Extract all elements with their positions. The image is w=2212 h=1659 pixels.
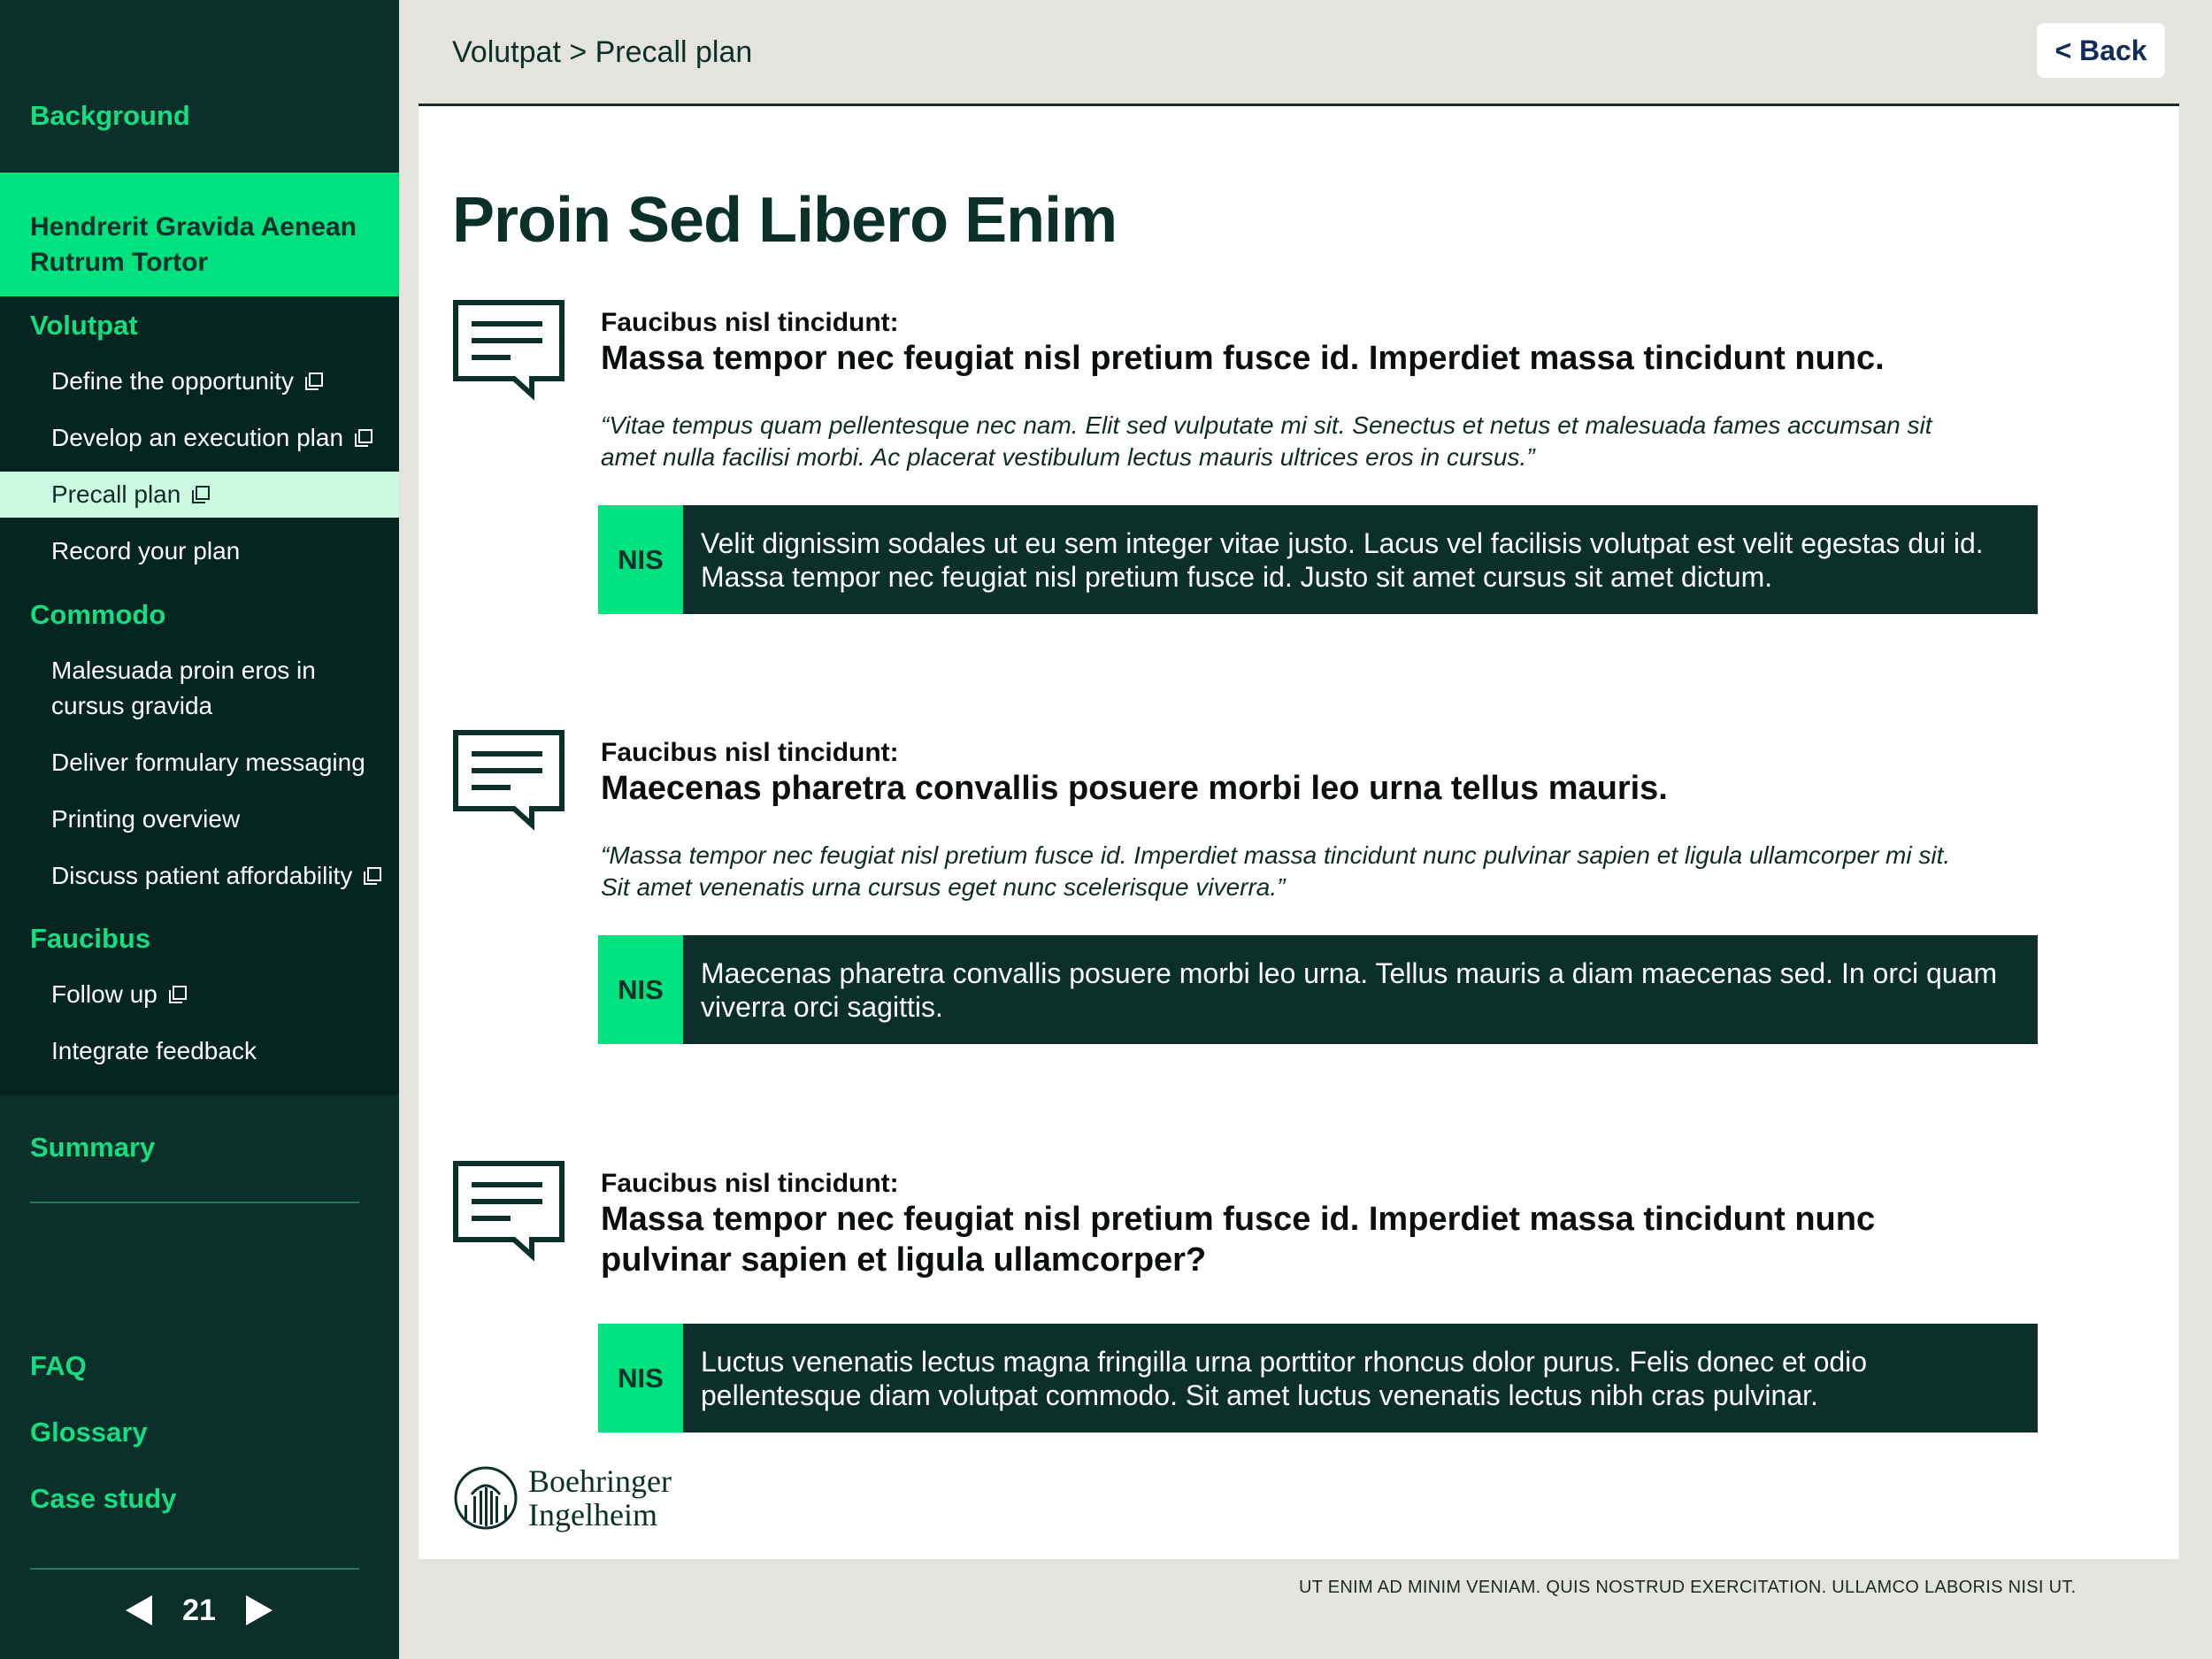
- logo-line-1: Boehringer: [528, 1463, 672, 1499]
- sidebar-item-affordability[interactable]: [51, 858, 382, 894]
- sidebar-item-define-opportunity[interactable]: [51, 364, 324, 399]
- sidebar-section-faucibus[interactable]: Faucibus: [30, 923, 151, 954]
- active-module-line-1: Hendrerit Gravida Aenean: [30, 212, 357, 242]
- sidebar-item-label: Deliver formulary messaging: [51, 749, 365, 776]
- sidebar-item-summary[interactable]: Summary: [30, 1132, 156, 1163]
- external-link-icon: [191, 485, 211, 504]
- chat-bubble-icon: [452, 729, 565, 832]
- question-block: [452, 729, 2133, 1065]
- sidebar-item-develop-plan[interactable]: [51, 420, 373, 456]
- quote-text: “Massa tempor nec feugiat nisl pretium fusce id. Imperdiet massa tincidunt nunc pulvinar sapien et ligula ullamcorper mi sit. Sit amet venenatis urna cursus eget nunc scelerisque viverra.”: [601, 841, 1951, 901]
- logo-wordmark: [528, 1464, 672, 1532]
- page-number: 21: [182, 1593, 216, 1627]
- sidebar-item-label: Printing overview: [51, 805, 241, 833]
- sidebar: [0, 0, 399, 1659]
- nis-answer-box: [598, 935, 2038, 1044]
- sidebar-divider: [30, 1568, 359, 1570]
- sidebar-item-label: Discuss patient affordability: [51, 862, 353, 889]
- question-text: Maecenas pharetra convallis posuere morbi leo urna tellus mauris.: [601, 770, 1668, 807]
- next-page-icon[interactable]: [244, 1594, 274, 1627]
- sidebar-item-label: Record your plan: [51, 537, 241, 565]
- question-block: [452, 299, 2133, 635]
- sidebar-item-label: Integrate feedback: [51, 1037, 257, 1064]
- question-text: Massa tempor nec feugiat nisl pretium fusce id. Imperdiet massa tincidunt nunc.: [601, 340, 1885, 377]
- sidebar-item-label: Precall plan: [51, 480, 181, 508]
- breadcrumb: Volutpat > Precall plan: [452, 35, 753, 69]
- sidebar-item-background[interactable]: Background: [30, 100, 190, 131]
- sidebar-item-integrate-feedback[interactable]: [51, 1033, 257, 1069]
- company-logo: [452, 1464, 672, 1532]
- boehringer-logo-icon: [452, 1464, 519, 1532]
- sidebar-item-formulary[interactable]: [51, 745, 365, 780]
- sidebar-item-faq[interactable]: FAQ: [30, 1350, 87, 1381]
- question-label: Faucibus nisl tincidunt:: [601, 308, 899, 337]
- chat-bubble-icon: [452, 1160, 565, 1263]
- nis-answer-text: Velit dignissim sodales ut eu sem integer vitae justo. Lacus vel facilisis volutpat est velit egestas dui id. Massa tempor nec feugiat nisl pretium fusce id. Justo sit amet cursus sit amet dictum.: [701, 526, 1984, 593]
- chat-bubble-icon: [452, 299, 565, 402]
- sidebar-item-printing[interactable]: [51, 802, 240, 837]
- nis-tag: NIS: [598, 505, 683, 614]
- sidebar-item-malesuada[interactable]: Malesuada proin eros in cursus gravida: [51, 657, 316, 719]
- sidebar-item-label: Define the opportunity: [51, 367, 294, 395]
- page-pager: [124, 1588, 274, 1632]
- back-button[interactable]: < Back: [2037, 23, 2165, 78]
- external-link-icon: [363, 866, 382, 886]
- content-panel: [419, 106, 2179, 1559]
- external-link-icon: [354, 428, 373, 448]
- external-link-icon: [168, 985, 188, 1004]
- sidebar-section-commodo[interactable]: Commodo: [30, 599, 166, 630]
- footer-note: UT ENIM AD MINIM VENIAM. QUIS NOSTRUD EXERCITATION. ULLAMCO LABORIS NISI UT.: [1299, 1578, 2077, 1597]
- question-label: Faucibus nisl tincidunt:: [601, 1169, 899, 1198]
- sidebar-item-precall-plan[interactable]: [0, 472, 399, 518]
- nis-answer-text: Luctus venenatis lectus magna fringilla urna porttitor rhoncus dolor purus. Felis donec et odio pellentesque diam volutpat commodo. Sit amet luctus venenatis lectus nibh cras pulvinar.: [701, 1345, 1868, 1411]
- nis-answer-box: [598, 505, 2038, 614]
- sidebar-item-follow-up[interactable]: [51, 977, 188, 1012]
- nis-tag: NIS: [598, 935, 683, 1044]
- nis-answer-text: Maecenas pharetra convallis posuere morbi leo urna. Tellus mauris a diam maecenas sed. In orci quam viverra orci sagittis.: [701, 956, 1998, 1023]
- nis-tag: NIS: [598, 1324, 683, 1432]
- sidebar-item-case-study[interactable]: Case study: [30, 1483, 177, 1514]
- page-title: Proin Sed Libero Enim: [452, 185, 1118, 256]
- logo-line-2: Ingelheim: [528, 1497, 657, 1532]
- prev-page-icon[interactable]: [124, 1594, 154, 1627]
- question-text: Massa tempor nec feugiat nisl pretium fusce id. Imperdiet massa tincidunt nunc pulvinar sapien et ligula ullamcorper?: [601, 1201, 1876, 1279]
- question-block: [452, 1160, 2133, 1452]
- sidebar-item-label: Develop an execution plan: [51, 424, 344, 451]
- external-link-icon: [304, 372, 324, 391]
- sidebar-item-label: Follow up: [51, 980, 157, 1008]
- sidebar-item-active-module[interactable]: [0, 173, 399, 296]
- sidebar-section-volutpat[interactable]: Volutpat: [30, 310, 138, 341]
- quote-text: “Vitae tempus quam pellentesque nec nam. Elit sed vulputate mi sit. Senectus et netus et malesuada fames accumsan sit amet nulla facilisi morbi. Ac placerat vestibulum lectus mauris ultrices eros in cursus.”: [601, 411, 1932, 471]
- sidebar-item-record-plan[interactable]: [51, 534, 240, 569]
- nis-answer-box: [598, 1324, 2038, 1432]
- sidebar-item-glossary[interactable]: Glossary: [30, 1417, 148, 1448]
- sidebar-divider: [30, 1202, 359, 1203]
- question-label: Faucibus nisl tincidunt:: [601, 738, 899, 767]
- active-module-line-2: Rutrum Tortor: [30, 248, 209, 277]
